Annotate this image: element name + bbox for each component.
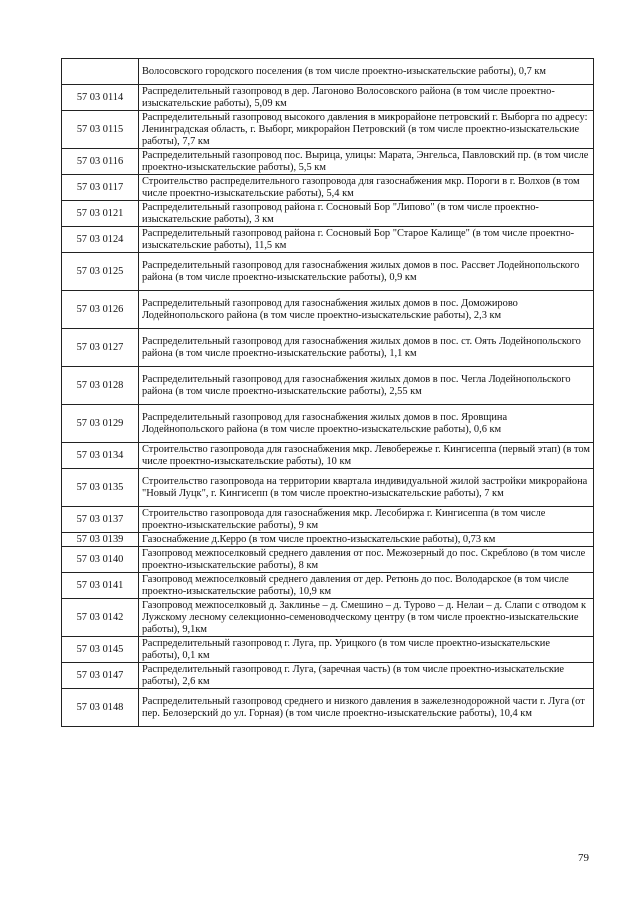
object-description-cell: Распределительный газопровод г. Луга, (заречная часть) (в том числе проектно-изыскательские работы), 2,6 км: [139, 663, 594, 689]
object-description-cell: Распределительный газопровод среднего и низкого давления в зажелезнодорожной части г. Луга (от пер. Белозерский до ул. Горная) (в том числе проектно-изыскательские работы), 10,4 км: [139, 689, 594, 727]
object-code-cell: 57 03 0126: [62, 291, 139, 329]
object-description-cell: Распределительный газопровод для газоснабжения жилых домов в пос. Чегла Лодейнопольского района (в том числе проектно-изыскательские работы), 2,55 км: [139, 367, 594, 405]
object-description-cell: Распределительный газопровод района г. Сосновый Бор "Старое Калище" (в том числе проектно-изыскательские работы), 11,5 км: [139, 227, 594, 253]
object-code-cell: 57 03 0137: [62, 507, 139, 533]
object-description-cell: Распределительный газопровод для газоснабжения жилых домов в пос. Яровщина Лодейнопольского района (в том числе проектно-изыскательские работы), 0,6 км: [139, 405, 594, 443]
object-code-cell: 57 03 0147: [62, 663, 139, 689]
table-row: [62, 507, 594, 533]
page-number: 79: [578, 852, 589, 864]
gas-pipeline-table: [61, 58, 594, 727]
object-description-cell: Распределительный газопровод высокого давления в микрорайоне петровский г. Выборга по адресу: Ленинградская область, г. Выборг, микрорайон Петровский (в том числе проектно-изыскательские работы), 7,7 км: [139, 111, 594, 149]
object-description-cell: Строительство газопровода на территории квартала индивидуальной жилой застройки микрорайона "Новый Луцк", г. Кингисепп (в том числе проектно-изыскательские работы), 7 км: [139, 469, 594, 507]
object-code-cell: 57 03 0135: [62, 469, 139, 507]
table-row: [62, 405, 594, 443]
object-description-cell: Распределительный газопровод г. Луга, пр. Урицкого (в том числе проектно-изыскательские работы), 0,1 км: [139, 637, 594, 663]
object-description-cell: Распределительный газопровод района г. Сосновый Бор "Липово" (в том числе проектно-изыскательские работы), 3 км: [139, 201, 594, 227]
object-code-cell: 57 03 0145: [62, 637, 139, 663]
object-description-cell: Газопровод межпоселковый среднего давления от дер. Ретюнь до пос. Володарское (в том числе проектно-изыскательские работы), 10,9 км: [139, 573, 594, 599]
object-description-cell: Газопровод межпоселковый д. Заклинье – д. Смешино – д. Турово – д. Нелаи – д. Слапи с отводом к Лужскому лесному селекционно-семеноводческому центру (в том числе проектно-изыскательские работы), 9,1км: [139, 599, 594, 637]
table-body: [62, 59, 594, 727]
object-code-cell: 57 03 0127: [62, 329, 139, 367]
table-row: [62, 253, 594, 291]
object-code-cell: 57 03 0115: [62, 111, 139, 149]
table-row: [62, 201, 594, 227]
object-description-cell: Распределительный газопровод для газоснабжения жилых домов в пос. Доможирово Лодейнопольского района (в том числе проектно-изыскательские работы), 2,3 км: [139, 291, 594, 329]
table-row: [62, 291, 594, 329]
table-row: [62, 663, 594, 689]
object-description-cell: Распределительный газопровод для газоснабжения жилых домов в пос. Рассвет Лодейнопольского района (в том числе проектно-изыскательские работы), 0,9 км: [139, 253, 594, 291]
table-row: [62, 533, 594, 547]
object-code-cell: 57 03 0124: [62, 227, 139, 253]
table-row: [62, 637, 594, 663]
table-row: [62, 85, 594, 111]
table-row: [62, 367, 594, 405]
table-row: [62, 329, 594, 367]
table-row: [62, 59, 594, 85]
object-description-cell: Газоснабжение д.Керро (в том числе проектно-изыскательские работы), 0,73 км: [139, 533, 594, 547]
table-row: [62, 573, 594, 599]
object-code-cell: 57 03 0139: [62, 533, 139, 547]
object-description-cell: Распределительный газопровод пос. Вырица, улицы: Марата, Энгельса, Павловский пр. (в том числе проектно-изыскательские работы), 5,5 км: [139, 149, 594, 175]
table-row: [62, 175, 594, 201]
object-code-cell: 57 03 0125: [62, 253, 139, 291]
object-code-cell: 57 03 0148: [62, 689, 139, 727]
table-row: [62, 689, 594, 727]
object-code-cell: 57 03 0140: [62, 547, 139, 573]
object-description-cell: Газопровод межпоселковый среднего давления от пос. Межозерный до пос. Скреблово (в том числе проектно-изыскательские работы), 8 км: [139, 547, 594, 573]
table-row: [62, 599, 594, 637]
object-code-cell: 57 03 0116: [62, 149, 139, 175]
object-code-cell: 57 03 0129: [62, 405, 139, 443]
table-row: [62, 469, 594, 507]
object-code-cell: 57 03 0117: [62, 175, 139, 201]
object-code-cell: 57 03 0114: [62, 85, 139, 111]
object-code-cell: 57 03 0142: [62, 599, 139, 637]
object-description-cell: Распределительный газопровод для газоснабжения жилых домов в пос. ст. Оять Лодейнопольского района (в том числе проектно-изыскательские работы), 1,1 км: [139, 329, 594, 367]
object-code-cell: 57 03 0134: [62, 443, 139, 469]
object-description-cell: Распределительный газопровод в дер. Лагоново Волосовского района (в том числе проектно-изыскательские работы), 5,09 км: [139, 85, 594, 111]
table-row: [62, 443, 594, 469]
table-row: [62, 547, 594, 573]
object-description-cell: Строительство распределительного газопровода для газоснабжения мкр. Пороги в г. Волхов (в том числе проектно-изыскательские работы), 5,4 км: [139, 175, 594, 201]
object-code-cell: [62, 59, 139, 85]
object-code-cell: 57 03 0128: [62, 367, 139, 405]
object-description-cell: Строительство газопровода для газоснабжения мкр. Лесобиржа г. Кингисеппа (в том числе проектно-изыскательские работы), 9 км: [139, 507, 594, 533]
table-row: [62, 227, 594, 253]
object-description-cell: Волосовского городского поселения (в том числе проектно-изыскательские работы), 0,7 км: [139, 59, 594, 85]
table-row: [62, 111, 594, 149]
table-row: [62, 149, 594, 175]
object-code-cell: 57 03 0141: [62, 573, 139, 599]
object-code-cell: 57 03 0121: [62, 201, 139, 227]
object-description-cell: Строительство газопровода для газоснабжения мкр. Левобережье г. Кингисеппа (первый этап) (в том числе проектно-изыскательские работы), 10 км: [139, 443, 594, 469]
